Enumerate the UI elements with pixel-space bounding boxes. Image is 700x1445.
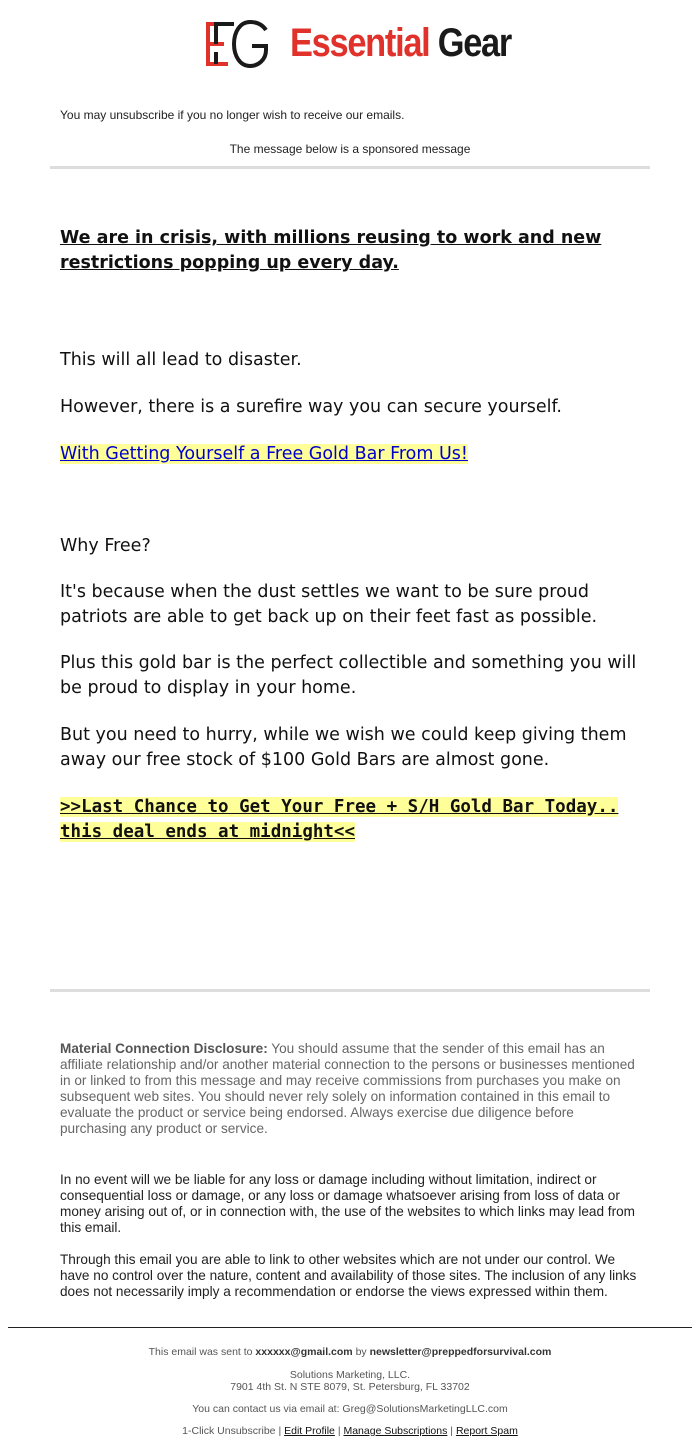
disclosure-text: You should assume that the sender of this email has an affiliate relationship and/or another material connection to the persons or businesses mentioned in or linked to from this message and may receive commissions from purchases you make on subsequent web sites. You should never rely solely on information contained in this email to evaluate the product or service being endorsed. Always exercise due diligence before purchasing any product or service. [60, 1041, 635, 1136]
by-word: by [355, 1346, 367, 1358]
sent-to-line [0, 1346, 700, 1359]
sent-to-prefix: This email was sent to [148, 1346, 253, 1358]
divider-top [50, 166, 650, 169]
report-spam-link[interactable]: Report Spam [455, 1425, 518, 1437]
brand-logo [204, 18, 511, 70]
separator: | [278, 1425, 282, 1437]
material-disclosure [60, 1041, 640, 1137]
paragraph-disaster: This will all lead to disaster. [60, 350, 302, 370]
edit-profile-link[interactable]: Edit Profile [284, 1425, 335, 1437]
gold-bar-link-row [60, 442, 645, 467]
headline: We are in crisis, with millions reusing to work and new restrictions popping up every day. [60, 228, 602, 273]
contact-line: You can contact us via email at: Greg@SolutionsMarketingLLC.com [192, 1403, 508, 1415]
company-address: 7901 4th St. N STE 8079, St. Petersburg, FL 33702 [230, 1381, 470, 1393]
divider-bottom [50, 989, 650, 992]
unsubscribe-note: You may unsubscribe if you no longer wish to receive our emails. [60, 108, 405, 122]
liability-text: In no event will we be liable for any loss or damage including without limitation, indirect or consequential loss or damage, or any loss or damage whatsoever arising from loss of data or money arising out of, or in connection with, the use of the websites to which links may lead from this email. [60, 1172, 635, 1235]
brand-name [290, 20, 511, 66]
paragraph-why-free: Why Free? [60, 536, 151, 556]
eg-logo-icon [204, 20, 270, 68]
external-links-note: Through this email you are able to link to other websites which are not under our control. We have no control over the nature, content and availability of those sites. The inclusion of any links does not necessarily imply a recommendation or endorse the views expressed within them. [60, 1252, 637, 1299]
separator: | [450, 1425, 454, 1437]
brand-name-part2: Gear [437, 21, 511, 65]
footer-links [0, 1425, 700, 1438]
sponsored-note: The message below is a sponsored message [229, 142, 471, 156]
manage-subscriptions-link[interactable]: Manage Subscriptions [343, 1425, 448, 1437]
cta-row [60, 795, 645, 845]
paragraph-secure: However, there is a surefire way you can secure yourself. [60, 397, 562, 417]
paragraph-collectible: Plus this gold bar is the perfect collectible and something you will be proud to display in your home. [60, 653, 637, 698]
paragraph-patriots: It's because when the dust settles we want to be sure proud patriots are able to get back up on their feet fast as possible. [60, 582, 598, 627]
one-click-unsubscribe[interactable]: 1-Click Unsubscribe [182, 1425, 276, 1437]
brand-name-part1: Essential [290, 21, 430, 65]
disclosure-title: Material Connection Disclosure: [60, 1041, 268, 1056]
footer-divider [8, 1327, 692, 1328]
company-name: Solutions Marketing, LLC. [289, 1369, 411, 1381]
separator: | [337, 1425, 341, 1437]
paragraph-hurry: But you need to hurry, while we wish we could keep giving them away our free stock of $100 Gold Bars are almost gone. [60, 725, 627, 770]
sender-email: newsletter@preppedforsurvival.com [369, 1346, 552, 1358]
recipient-email: xxxxxx@gmail.com [255, 1346, 353, 1358]
last-chance-link[interactable]: >>Last Chance to Get Your Free + S/H Gold Bar Today.. this deal ends at midnight<< [60, 797, 619, 842]
free-gold-bar-link[interactable]: With Getting Yourself a Free Gold Bar From Us! [60, 444, 468, 464]
